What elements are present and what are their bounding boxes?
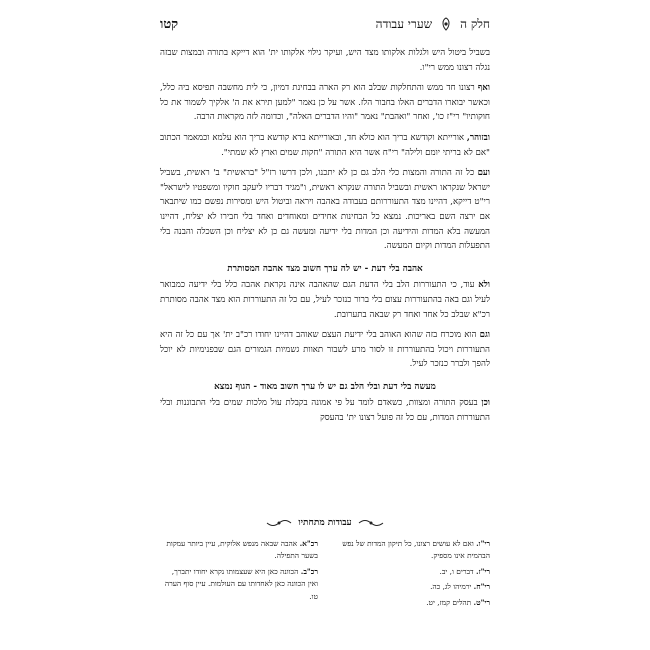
page-header <box>160 14 490 34</box>
paragraph <box>160 328 490 372</box>
page-number: קטו <box>160 17 179 32</box>
main-text <box>160 46 490 432</box>
running-header <box>376 16 490 32</box>
paragraph-lead: וגם <box>479 330 490 341</box>
footnotes <box>160 538 490 612</box>
footnotes-left-column <box>160 538 318 612</box>
notes-title: עבודות מתחתיו <box>298 518 352 528</box>
footnote-text: ואם לא עושים רצונו, כל תיקון המדות של נפש הבהמית אינו מספיק. <box>342 539 490 561</box>
flourish-icon <box>266 518 292 528</box>
paragraph-text: אורייתא וקודשא בריך הוא כולא חד, ובאורייתא ברא קודשא בריך הוא עלמא וכמאמר הכתוב "אם לא בריתי יומם ולילה" רי"ח אשר היא התורה "חקות שמים וארץ לא שמתי". <box>160 132 490 158</box>
paragraph-text: כל זה התורה והמצות כלי הלב גם כן לא יתכנו, ולכן דרשו רז"ל "בראשית" ב' ראשית, בשביל ישראל שנקראו ראשית ובשביל התורה שנקרא ראשית, ו"מגיד דבריו ליעקב חוקיו ומשפטיו לישראל" רי"ט דייקא, דהיינו מצד התעוררותם בעבודה באהבה ויראה וביטול היש ומסירות נפשם כמו שיתבאר אם ירצה השם באריכות. נמצא כל הבחינות אחידים ומאוחדים ואחד בלי חבירו לא יצליח, דהיינו המעשה בלא המדות והידיעה וכן המדות בלי ידיעה ומעשה גם כן לא יצליח וכן השכלה והבנה בלי התפעלות המדות וקיום המעשה. <box>160 168 490 252</box>
footnote <box>332 597 490 609</box>
footnote <box>332 538 490 563</box>
footnote-tag: רי"ז. <box>475 566 490 576</box>
flourish-icon <box>358 518 384 528</box>
footnote-tag: רי"ו. <box>476 539 490 548</box>
footnote-tag: רכ"א. <box>299 539 318 548</box>
paragraph <box>160 166 490 254</box>
ornament-icon <box>438 16 454 32</box>
paragraph <box>160 81 490 125</box>
paragraph-text: עוד, כי התעוררות הלב בלי הדעת הגם שהאהבה אינה נקראת אהבה כלל בלי ידיעה כמבואר לעיל וגם באה בהתעוררות עצום בלי ברור כנזכר לעיל, עם כל זה התעוררות הוא מצד אהבה מסותרת רכ"א שבלב כל אחד ואחד רק שבאה בתערובת. <box>160 280 490 320</box>
paragraph <box>160 131 490 160</box>
running-title: שערי עבודה <box>375 16 433 31</box>
footnote-tag: רי"ח. <box>473 582 490 592</box>
footnote <box>332 566 490 578</box>
paragraph-lead: ועם <box>477 168 490 179</box>
paragraph <box>160 46 490 75</box>
paragraph-text: הוא מוכרח בזה שהוא האוהב בלי ידיעת העצם שאוהב דהיינו יחודו רכ"ב ית' אך עם כל זה היא התעוררות ויכול בהתעוררות זו לסור מרע לשבור תאוות גשמיות הגמורים הגם שבפנימיות לא יוכל להפך ולברר כנזכר לעיל. <box>160 330 490 370</box>
paragraph-lead: ואף <box>477 83 490 94</box>
footnote-tag: רי"ט. <box>473 597 490 607</box>
paragraph-lead: ולא <box>478 280 490 291</box>
section-heading: אהבה בלי דעת - יש לה ערך חשוב מצד אהבה המסותרת <box>227 263 423 274</box>
footnote <box>160 566 318 603</box>
paragraph-lead: וכן <box>481 398 490 409</box>
footnote <box>160 538 318 563</box>
notes-heading <box>160 517 490 528</box>
footnote <box>332 581 490 593</box>
running-part: חלק ה <box>460 16 490 31</box>
paragraph-text: בשביל ביטול היש ולגלות אלקותו מצד היש, ועיקר גילוי אלקותו ית' הוא דייקא בתורה ובמצות שבזה נגלה רצונו ממש רי"ו. <box>160 48 490 73</box>
footnote-text: הכוונה כאן היא שעצמותו נקרא יחודו יתברך, ואין הכוונה כאן לאחדותו עם העולמות. עיין סוף הערה טו. <box>164 566 318 601</box>
footnote-text: דברים ו, יב. <box>439 566 474 576</box>
footnote-text: אהבה שבאה מנפש אלוקית, עיין ביותר עמקות בשער התפילה. <box>166 539 318 561</box>
paragraph <box>160 278 490 322</box>
footnote-text: ירמיהו לג, כה. <box>430 582 472 592</box>
paragraph-text: רצונו חד ממש והתחלקות שבלב הוא רק הארה בבחינת דמיון, כי לית מחשבה תפיסא ביה כלל, וכאשר יבוארו הדברים האלו בחבור הלז. אשר על כן נאמר "למען תירא את ה' אלקיך לשמור את כל חוקותיו" רי"ז כו', ואחר "ואהבת" נאמר "והיו הדברים האלה", וכדומה לזה מקראות הרבה. <box>160 83 490 123</box>
section-heading: מעשה בלי דעת ובלי הלב גם יש לו ערך חשוב מאוד - הגוף נמצא <box>214 381 436 392</box>
paragraph-lead: ובזוהר, <box>466 132 490 143</box>
footnote-text: תהלים קמז, יט. <box>426 597 472 607</box>
footnotes-right-column <box>332 538 490 612</box>
paragraph <box>160 396 490 425</box>
paragraph-text: בעסק התורה ומצוות, כשאדם לומד על פי אמונה בקבלת עול מלכות שמים בלי התבוננות ובלי התעוררות המדות, עם כל זה פועל רצונו ית' בהעסק <box>160 398 490 424</box>
footnote-tag: רכ"ב. <box>300 566 318 576</box>
